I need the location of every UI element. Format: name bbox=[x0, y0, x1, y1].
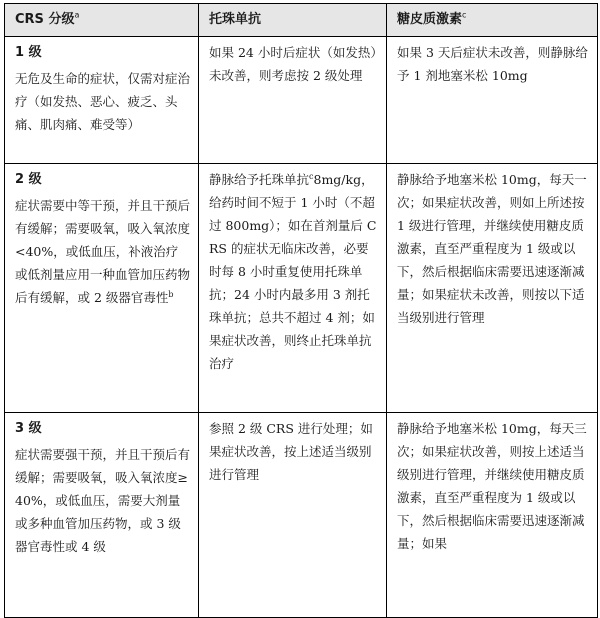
grade-cell bbox=[5, 164, 199, 413]
grade-cell bbox=[5, 413, 199, 618]
header-crs-grade: CRS 分级$^a$ bbox=[5, 4, 199, 37]
tocilizumab-cell bbox=[199, 164, 387, 413]
symptom-footnote: b bbox=[168, 289, 174, 299]
tocilizumab-text: 参照 2 级 CRS 进行处理；如果症状改善，按上述适当级别进行管理 bbox=[209, 421, 373, 482]
grade-label: 2 级 bbox=[15, 172, 42, 187]
corticosteroid-text: 静脉给予地塞米松 10mg，每天三次；如果症状改善，则按上述适当级别进行管理，并继续使用糖皮质激素，直至严重程度为 1 级或以下，然后根据临床需要迅速逐渐减量；如果 bbox=[397, 421, 587, 551]
header-row bbox=[5, 4, 598, 37]
tocilizumab-footnote: c bbox=[309, 171, 314, 181]
header-tocilizumab: 托珠单抗 bbox=[199, 4, 387, 37]
table-row bbox=[5, 164, 598, 413]
corticosteroid-text: 静脉给予地塞米松 10mg，每天一次；如果症状改善，则如上所述按 1 级进行管理，并继续使用糖皮质激素，直至严重程度为 1 级或以下，然后根据临床需要迅速逐渐减量；如果症状未改善，则按以下适当级别进行管理 bbox=[397, 172, 587, 325]
tocilizumab-dose-text: 8mg/kg，给药时间不短于 1 小时（不超过 800mg）；如在首剂量后 CRS 的症状无临床改善，必要时每 8 小时重复使用托珠单抗；24 小时内最多用 3 剂托珠单抗；总共不超过 4 剂；如果症状改善，则终止托珠单抗治疗 bbox=[209, 172, 377, 371]
header-crs-grade-footnote: a bbox=[74, 10, 80, 20]
grade-cell bbox=[5, 37, 199, 164]
corticosteroid-cell bbox=[387, 37, 598, 164]
tocilizumab-text: 静脉给予托珠单抗 bbox=[209, 172, 310, 187]
corticosteroid-cell bbox=[387, 164, 598, 413]
tocilizumab-cell bbox=[199, 413, 387, 618]
symptom-text: 症状需要中等干预，并且干预后有缓解；需要吸氧，吸入氧浓度<40%，或低血压，补液治疗或低剂量应用一种血管加压药物后有缓解，或 2 级器官毒性 bbox=[15, 198, 191, 305]
symptom-text: 无危及生命的症状，仅需对症治疗（如发热、恶心、疲乏、头痛、肌肉痛、难受等） bbox=[15, 71, 191, 132]
tocilizumab-text: 如果 24 小时后症状（如发热）未改善，则考虑按 2 级处理 bbox=[209, 45, 377, 83]
corticosteroid-text: 如果 3 天后症状未改善，则静脉给予 1 剂地塞米松 10mg bbox=[397, 45, 588, 83]
corticosteroid-cell bbox=[387, 413, 598, 618]
table-row bbox=[5, 37, 598, 164]
crs-management-table bbox=[4, 3, 598, 618]
grade-label: 1 级 bbox=[15, 45, 42, 60]
header-corticosteroid-footnote: c bbox=[462, 10, 467, 20]
symptom-text: 症状需要强干预，并且干预后有缓解；需要吸氧，吸入氧浓度≥40%，或低血压，需要大剂量或多种血管加压药物，或 3 级器官毒性或 4 级 bbox=[15, 447, 191, 554]
table-row bbox=[5, 413, 598, 618]
grade-label: 3 级 bbox=[15, 421, 42, 436]
tocilizumab-cell bbox=[199, 37, 387, 164]
header-corticosteroid: 糖皮质激素$^c$ bbox=[387, 4, 598, 37]
